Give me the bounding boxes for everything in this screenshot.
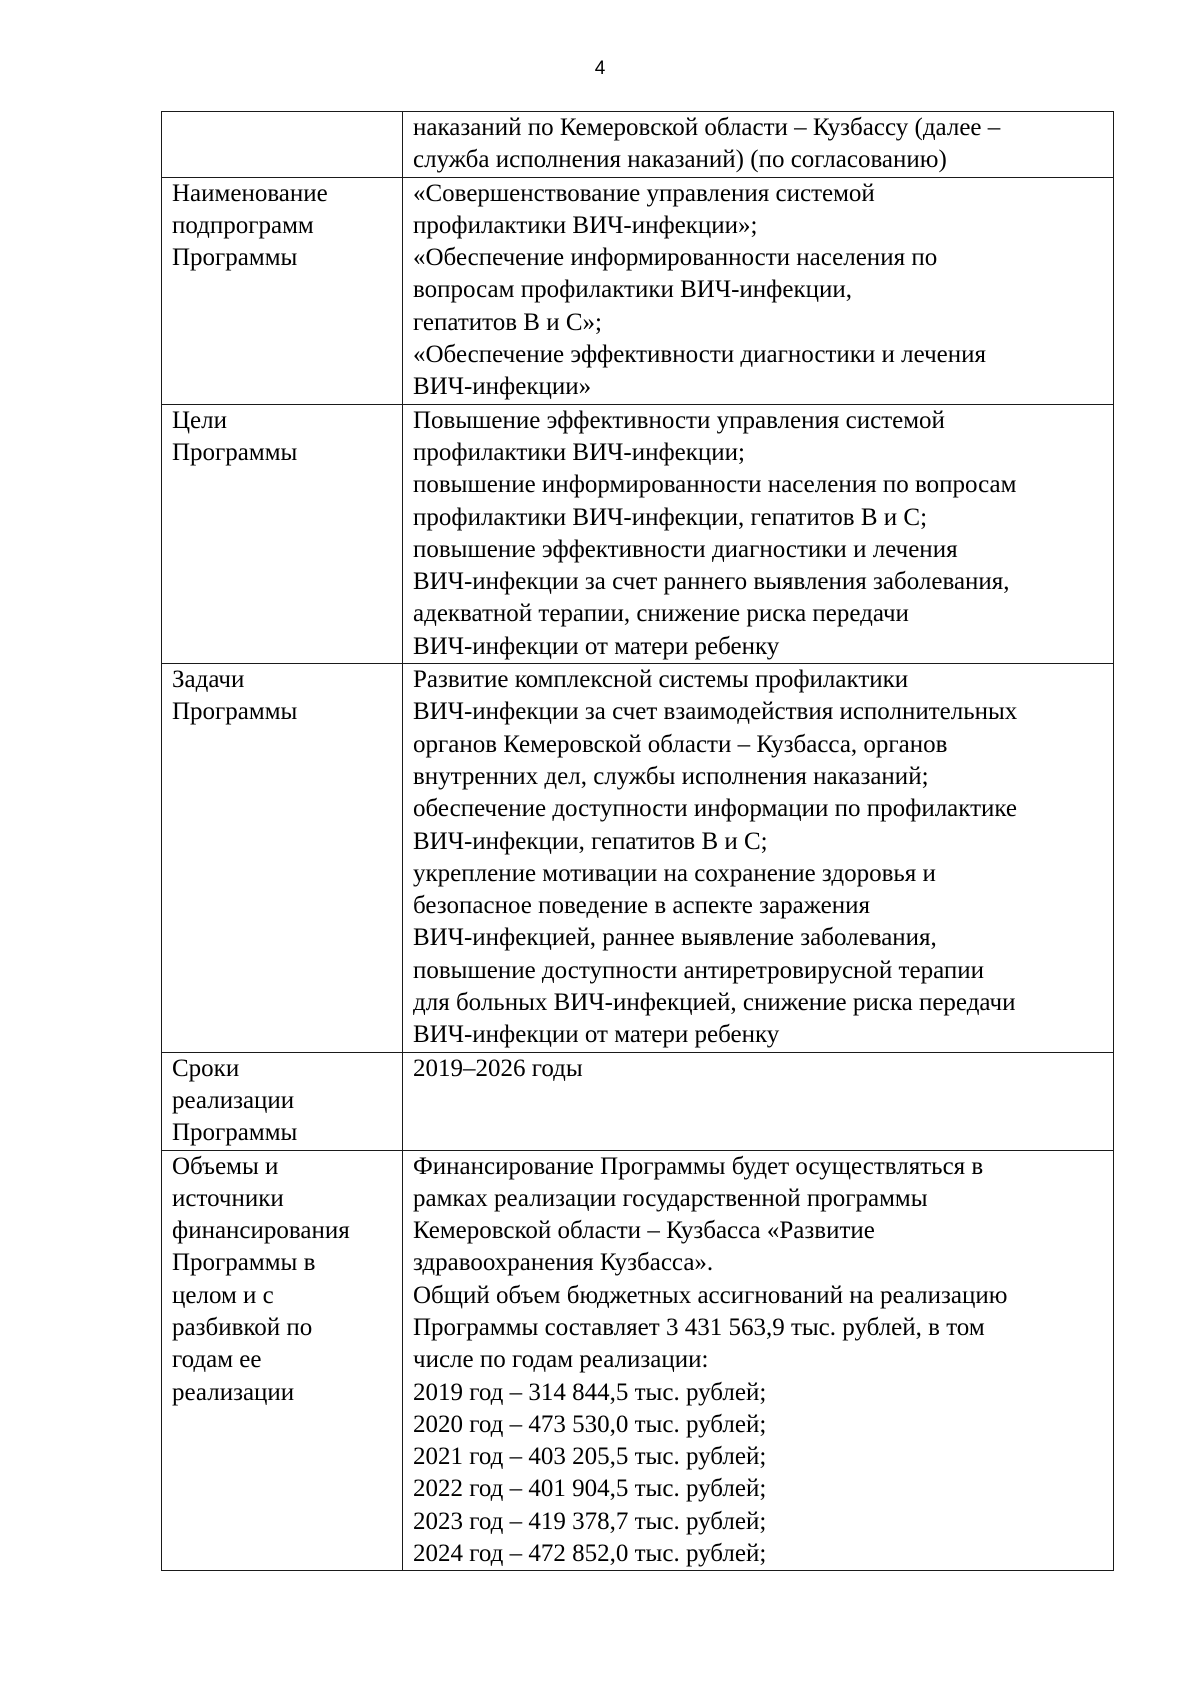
- row-value-line: профилактики ВИЧ-инфекции»;: [413, 211, 758, 239]
- row-value-line: вопросам профилактики ВИЧ-инфекции,: [413, 276, 853, 304]
- row-label-line: Программы: [172, 698, 298, 726]
- row-label-line: реализации: [172, 1086, 295, 1114]
- row-value-line: 2023 год – 419 378,7 тыс. рублей;: [413, 1507, 767, 1535]
- row-value-line: «Совершенствование управления системой: [413, 179, 875, 207]
- row-value-line: 2021 год – 403 205,5 тыс. рублей;: [413, 1443, 767, 1471]
- row-label-cell: [162, 112, 403, 178]
- table-row: [162, 404, 1114, 663]
- row-label-cell: [162, 1150, 403, 1571]
- row-value-line: 2019 год – 314 844,5 тыс. рублей;: [413, 1378, 767, 1406]
- row-label-line: Задачи: [172, 666, 245, 694]
- row-value-cell: [403, 112, 1114, 178]
- row-value-line: Повышение эффективности управления системой: [413, 406, 945, 434]
- row-label-line: финансирования: [172, 1217, 350, 1245]
- row-value-cell: [403, 177, 1114, 404]
- row-value-line: безопасное поведение в аспекте заражения: [413, 892, 871, 920]
- row-value-line: укрепление мотивации на сохранение здоровья и: [413, 859, 936, 887]
- row-value-line: повышение эффективности диагностики и лечения: [413, 535, 958, 563]
- row-value-line: обеспечение доступности информации по профилактике: [413, 795, 1018, 823]
- row-value-line: «Обеспечение эффективности диагностики и лечения: [413, 341, 987, 369]
- row-label-cell: [162, 404, 403, 663]
- row-value-line: ВИЧ-инфекции, гепатитов В и С;: [413, 827, 768, 855]
- row-value-cell: [403, 404, 1114, 663]
- row-value-line: «Обеспечение информированности населения по: [413, 244, 938, 272]
- row-value-line: для больных ВИЧ-инфекцией, снижение риска передачи: [413, 989, 1016, 1017]
- row-value-line: Программы составляет 3 431 563,9 тыс. рублей, в том: [413, 1313, 985, 1341]
- row-label-line: Цели: [172, 406, 228, 434]
- row-label-line: подпрограмм: [172, 211, 314, 239]
- row-label-line: Программы: [172, 244, 298, 272]
- row-value-line: рамках реализации государственной программы: [413, 1184, 928, 1212]
- row-label-line: Сроки: [172, 1054, 240, 1082]
- row-value-line: здравоохранения Кузбасса».: [413, 1249, 714, 1277]
- row-value-cell: [403, 664, 1114, 1053]
- page-number: 4: [594, 58, 606, 79]
- row-label-line: разбивкой по: [172, 1313, 313, 1341]
- row-value-line: гепатитов В и С»;: [413, 308, 602, 336]
- row-value-line: 2019–2026 годы: [413, 1054, 583, 1082]
- row-label-line: Объемы и: [172, 1152, 279, 1180]
- row-value-line: ВИЧ-инфекции за счет взаимодействия исполнительных: [413, 698, 1018, 726]
- row-value-cell: [403, 1150, 1114, 1571]
- row-value-line: профилактики ВИЧ-инфекции, гепатитов В и С;: [413, 503, 928, 531]
- row-label-cell: [162, 177, 403, 404]
- row-value-line: ВИЧ-инфекции от матери ребенку: [413, 632, 780, 660]
- row-label-line: реализации: [172, 1378, 295, 1406]
- row-value-line: повышение информированности населения по вопросам: [413, 471, 1017, 499]
- row-value-line: Кемеровской области – Кузбасса «Развитие: [413, 1217, 875, 1245]
- row-label-line: годам ее: [172, 1346, 262, 1374]
- row-label-cell: [162, 1052, 403, 1150]
- row-label-line: Наименование: [172, 179, 328, 207]
- row-label-line: Программы: [172, 1119, 298, 1147]
- table-row: [162, 1052, 1114, 1150]
- row-label-cell: [162, 664, 403, 1053]
- row-value-line: органов Кемеровской области – Кузбасса, органов: [413, 730, 948, 758]
- row-value-line: ВИЧ-инфекции»: [413, 373, 592, 401]
- row-value-line: Общий объем бюджетных ассигнований на реализацию: [413, 1281, 1008, 1309]
- row-value-line: 2020 год – 473 530,0 тыс. рублей;: [413, 1410, 767, 1438]
- row-label-line: Программы в: [172, 1249, 316, 1277]
- row-value-line: профилактики ВИЧ-инфекции;: [413, 438, 746, 466]
- row-value-line: наказаний по Кемеровской области – Кузбассу (далее –: [413, 114, 1001, 141]
- row-value-line: служба исполнения наказаний) (по согласованию): [413, 146, 947, 174]
- row-label-line: источники: [172, 1184, 284, 1212]
- row-value-line: 2024 год – 472 852,0 тыс. рублей;: [413, 1540, 767, 1568]
- program-passport-table: [161, 111, 1114, 1571]
- row-value-cell: [403, 1052, 1114, 1150]
- row-value-line: адекватной терапии, снижение риска передачи: [413, 600, 909, 628]
- table-row: [162, 177, 1114, 404]
- table-row: [162, 1150, 1114, 1571]
- row-label-line: Программы: [172, 438, 298, 466]
- row-label-line: целом и с: [172, 1281, 274, 1309]
- passport-table-body: [162, 112, 1114, 1571]
- row-value-line: числе по годам реализации:: [413, 1346, 709, 1374]
- table-row: [162, 664, 1114, 1053]
- row-value-line: Развитие комплексной системы профилактики: [413, 666, 909, 694]
- row-value-line: Финансирование Программы будет осуществляться в: [413, 1152, 984, 1180]
- row-value-line: ВИЧ-инфекцией, раннее выявление заболевания,: [413, 924, 937, 952]
- row-value-line: внутренних дел, службы исполнения наказаний;: [413, 762, 929, 790]
- row-value-line: 2022 год – 401 904,5 тыс. рублей;: [413, 1475, 767, 1503]
- row-value-line: повышение доступности антиретровирусной терапии: [413, 956, 984, 984]
- row-value-line: ВИЧ-инфекции за счет раннего выявления заболевания,: [413, 568, 1010, 596]
- row-value-line: ВИЧ-инфекции от матери ребенку: [413, 1021, 780, 1049]
- table-row: [162, 112, 1114, 178]
